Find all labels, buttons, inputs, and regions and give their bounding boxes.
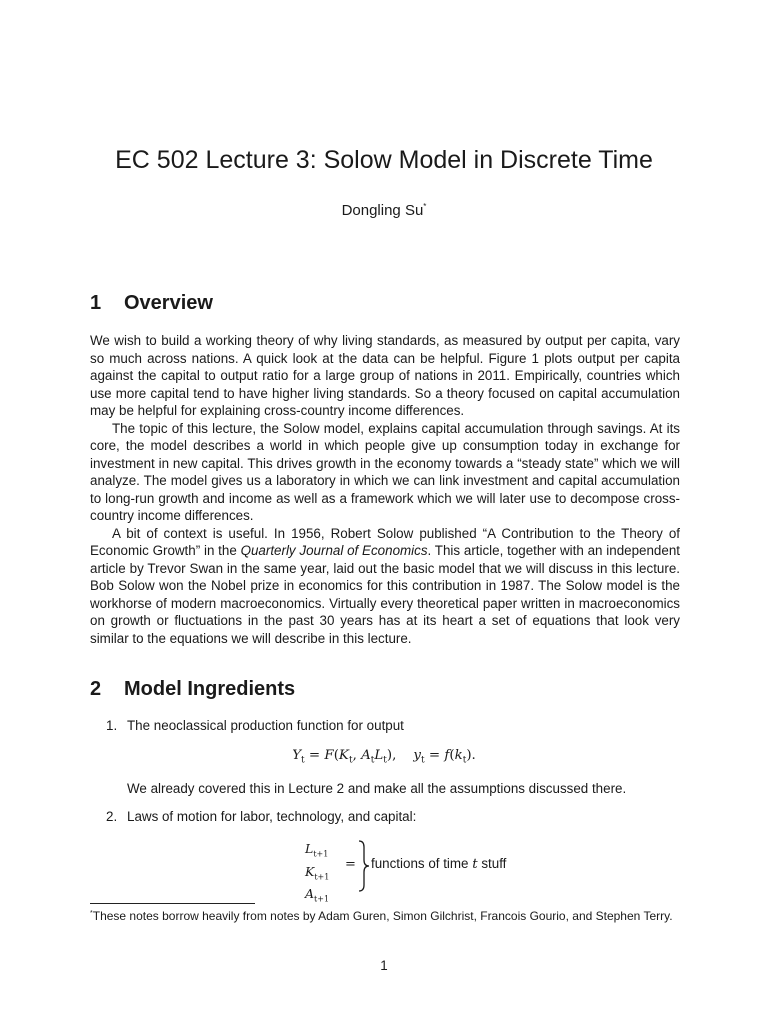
list-item-number: 2.	[106, 809, 118, 824]
law-variable: A	[305, 886, 315, 901]
author-footnote-mark: *	[423, 202, 427, 211]
overview-body	[90, 332, 680, 647]
section-heading-model-ingredients	[90, 678, 295, 701]
list-item-text: Laws of motion for labor, technology, and capital:	[127, 809, 417, 824]
list-item	[106, 717, 404, 735]
list-item-followup: We already covered this in Lecture 2 and make all the assumptions discussed there.	[127, 781, 627, 796]
section-number: 2	[90, 678, 102, 700]
section-title: Model Ingredients	[124, 678, 296, 700]
law-text-variable: t	[472, 857, 478, 872]
author-name: Dongling Su	[341, 202, 424, 219]
law-text: functions of time	[371, 856, 473, 871]
law-variables	[305, 840, 329, 908]
paragraph: The topic of this lecture, the Solow model, explains capital accumulation through savings. At its core, the model describes a world in which people give up consumption today in exchange for investment in new capital. This drives growth in the economy towards a “steady state” which we will analyze. The model gives us a laboratory in which we can link investment and capital accumulation to long-run growth and income as well as a framework which we will later use to decompose cross-country income differences.	[90, 420, 680, 523]
section-title: Overview	[124, 292, 213, 314]
laws-of-motion-equation	[305, 840, 565, 904]
paragraph-text: . This article, together with an independent article by Trevor Swan in the same year, laid out the basic model that we will discuss in this lecture. Bob Solow won the Nobel prize in economics for this contribution in 1987. The Solow model is the workhorse of modern macroeconomics. Virtually every theoretical paper written in macroeconomics on growth or fluctuations in the past 30 years has at its heart a set of equations that look very similar to the equations we will describe in this lecture.	[90, 543, 680, 646]
footnote-mark: *	[90, 910, 93, 917]
law-variable: L	[305, 841, 314, 856]
list-item	[106, 808, 416, 826]
law-subscript: t+1	[313, 849, 329, 859]
section-heading-overview	[90, 292, 213, 315]
journal-title: Quarterly Journal of Economics	[240, 543, 428, 558]
equation-render: $Y_t = F(K_t$, $A_tL_t$), $y_t = f(k_t)$.	[292, 748, 476, 766]
footnote-divider	[90, 903, 255, 904]
law-subscript: t+1	[314, 894, 330, 904]
section-number: 1	[90, 292, 102, 314]
law-text: stuff	[477, 856, 507, 871]
paragraph-text: A bit of context is useful. In 1956, Robert Solow published “A Contribution to the Theory of Economic Growth” in the	[90, 525, 680, 558]
right-brace-icon	[357, 840, 371, 892]
law-subscript: t+1	[314, 872, 330, 881]
equals-sign: =	[345, 857, 356, 872]
page-number: 1	[380, 958, 388, 973]
list-item-number: 1.	[106, 718, 118, 733]
paragraph: We wish to build a working theory of why living standards, as measured by output per capita, vary so much across nations. A quick look at the data can be helpful. Figure 1 plots output per capita against the capital to output ratio for a large group of nations in 2011. Empirically, countries which use more capital tend to have higher living standards. So a theory focused on capital accumulation may be helpful for explaining cross-country income differences.	[90, 333, 680, 418]
production-function-equation	[0, 748, 768, 766]
footnote	[90, 906, 680, 925]
law-variable: K	[305, 863, 315, 879]
paragraph	[90, 525, 680, 648]
list-item-text: The neoclassical production function for output	[127, 718, 404, 733]
law-description	[371, 856, 506, 872]
paper-title: EC 502 Lecture 3: Solow Model in Discrete Time	[115, 146, 653, 174]
author-line	[0, 202, 768, 219]
footnote-text: These notes borrow heavily from notes by Adam Guren, Simon Gilchrist, Francois Gourio, and Stephen Terry.	[92, 909, 673, 923]
